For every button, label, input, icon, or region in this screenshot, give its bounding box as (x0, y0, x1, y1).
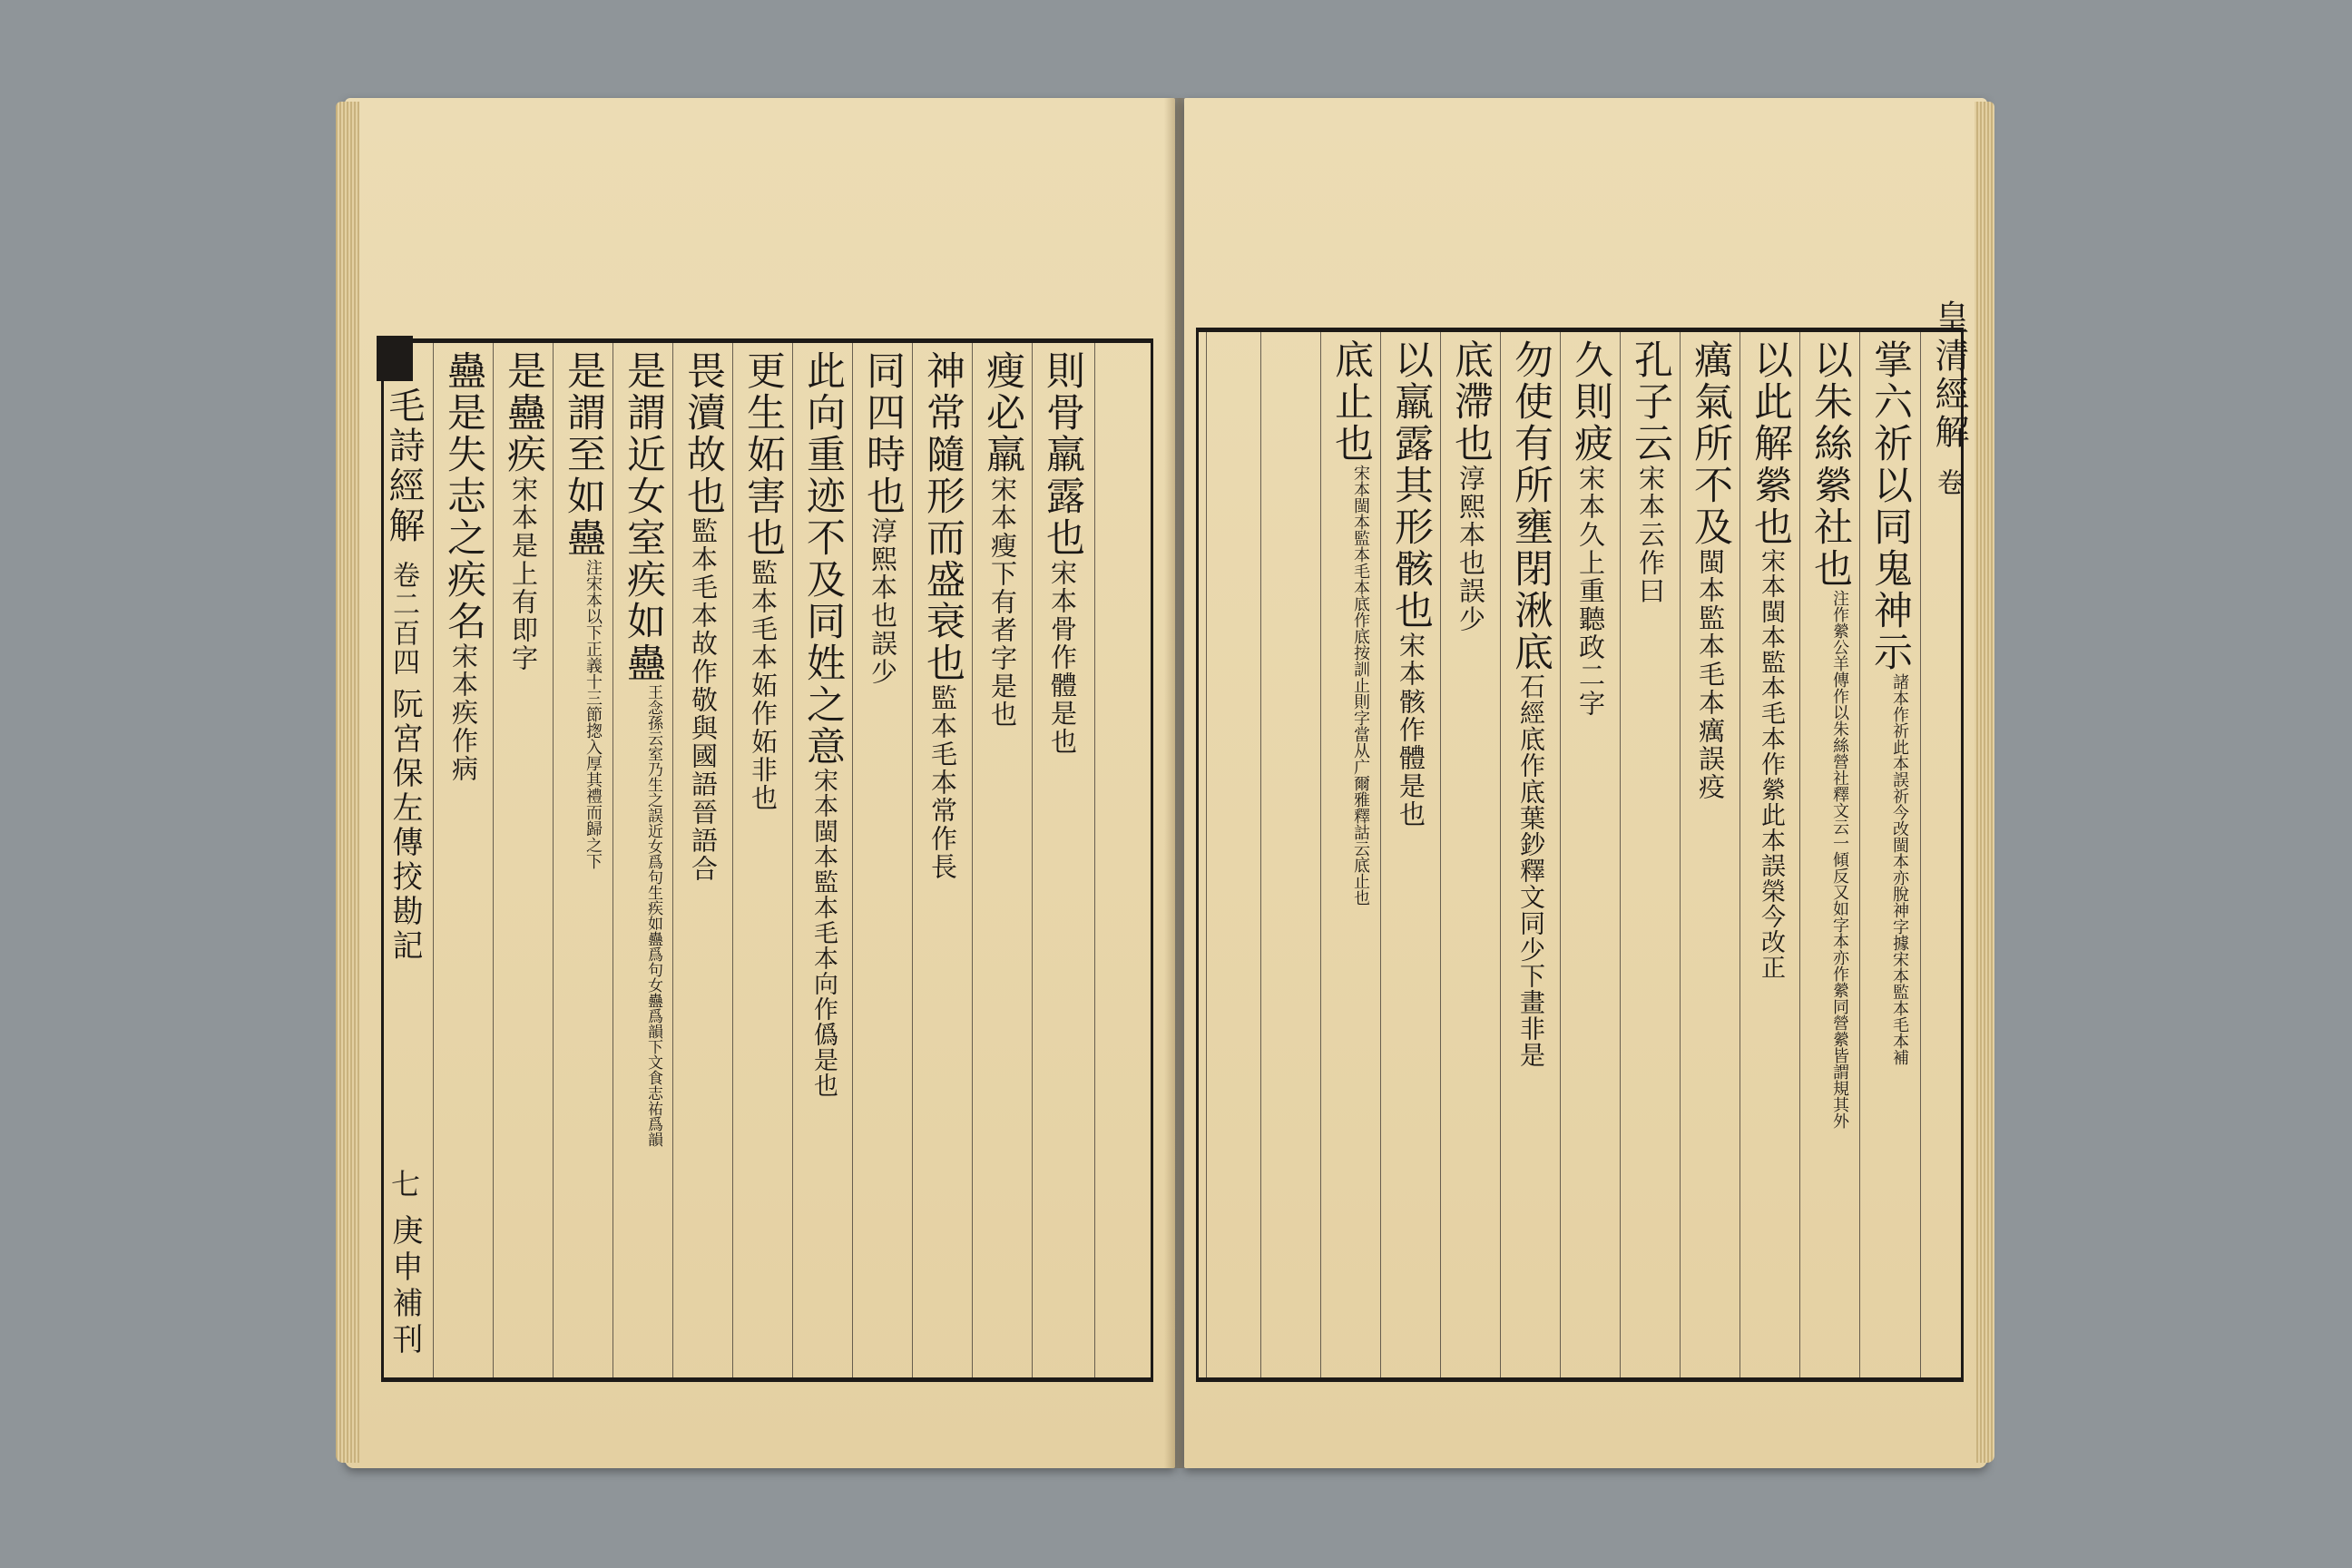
main-text: 是謂至如蠱 (561, 350, 606, 559)
main-text: 瘦必羸 (980, 350, 1025, 475)
right-column-5 (1628, 339, 1673, 605)
recut-mark: 庚申補刊 (387, 1214, 423, 1359)
note-text: 閩本監本毛本癘誤疫 (1695, 548, 1726, 801)
note-text: 注作縈公羊傳作以朱絲營社釋文云一傾反又如字本亦作縈同營縈皆謂規其外 (1830, 590, 1849, 1129)
main-text: 底滯也 (1448, 339, 1494, 465)
main-text: 蠱是失志之疾名 (441, 350, 486, 642)
left-text-frame (381, 338, 1153, 1382)
main-text: 底止也 (1328, 339, 1374, 465)
note-text: 宋本疾作病 (448, 642, 479, 783)
note-text: 王念孫云室乃生之誤近女爲句生疾如蠱爲句女蠱爲韻下文食志祐爲韻 (644, 684, 662, 1147)
left-column-6 (740, 350, 786, 812)
right-column-1 (1867, 339, 1913, 1308)
main-text: 勿使有所壅閉湫底 (1508, 339, 1553, 673)
right-column-9 (1388, 339, 1434, 828)
note-text: 宋本云作曰 (1635, 465, 1666, 605)
page-edge (1975, 102, 1994, 1463)
note-text: 宋本骨作體是也 (1047, 559, 1078, 756)
left-column-5 (800, 350, 846, 1098)
main-text: 更生妬害也 (740, 350, 786, 559)
right-column-2 (1808, 339, 1853, 1279)
main-text: 久則疲 (1568, 339, 1613, 465)
page-number: 七 (387, 1169, 421, 1198)
note-text: 宋本是上有即字 (508, 475, 539, 672)
collation-title: 阮宮保左傳挍勘記 (387, 688, 423, 964)
right-column-4 (1688, 339, 1733, 801)
left-column-2 (980, 350, 1025, 729)
book-title: 皇清經解 (1929, 299, 1969, 452)
note-text: 淳熙本也誤少 (1455, 465, 1486, 633)
main-text: 神常隨形而盛衰也 (920, 350, 965, 684)
left-column-3 (920, 350, 965, 881)
left-column-11 (441, 350, 486, 783)
open-book (345, 98, 1987, 1468)
main-text: 以朱絲縈社也 (1808, 339, 1853, 590)
juan-number: 卷二百四 (387, 561, 419, 677)
main-text: 以羸露其形骸也 (1388, 339, 1434, 632)
left-page (345, 98, 1175, 1468)
left-column-1 (1040, 350, 1085, 756)
main-text: 孔子云 (1628, 339, 1673, 465)
right-column-10 (1328, 339, 1374, 973)
left-column-9 (561, 350, 606, 1249)
left-column-10 (501, 350, 546, 672)
left-column-4 (860, 350, 906, 686)
note-text: 監本毛本故作敬與國語晉語合 (688, 517, 719, 883)
main-text: 此向重迹不及同姓之意 (800, 350, 846, 768)
note-text: 宋本閩本監本毛本底作底按訓止則字當从广爾雅釋詁云底止也 (1351, 465, 1370, 906)
main-text: 同四時也 (860, 350, 906, 517)
left-column-7 (681, 350, 726, 883)
main-text: 是謂近女室疾如蠱 (621, 350, 666, 684)
main-text: 則骨羸露也 (1040, 350, 1085, 559)
right-text-frame (1196, 299, 1969, 1382)
right-page (1184, 98, 1987, 1468)
right-column-7 (1508, 339, 1553, 1068)
note-text: 監本毛本常作長 (927, 684, 958, 881)
left-column-8 (621, 350, 666, 1174)
note-text: 諸本作祈此本誤祈今改閩本亦脫神字據宋本監本毛本補 (1890, 673, 1909, 1065)
right-column-8 (1448, 339, 1494, 633)
main-text: 以此解縈也 (1748, 339, 1793, 548)
main-text: 畏瀆故也 (681, 350, 726, 517)
main-text: 癘氣所不及 (1688, 339, 1733, 548)
note-text: 石經底作底葉鈔釋文同少下畫非是 (1516, 673, 1546, 1068)
note-text: 宋本閩本監本毛本向作僞是也 (809, 768, 838, 1098)
note-text: 宋本瘦下有者字是也 (987, 475, 1018, 729)
page-edge (336, 102, 359, 1463)
right-column-3 (1748, 339, 1793, 980)
right-column-6 (1568, 339, 1613, 718)
note-text: 監本毛本妬作妬非也 (748, 559, 779, 812)
note-text: 宋本閩本監本毛本作縈此本誤榮今改正 (1757, 548, 1785, 980)
note-text: 注宋本以下正義十三節揔入厚其禮而歸之下 (583, 559, 603, 869)
main-text: 掌六祈以同鬼神示 (1867, 339, 1913, 673)
note-text: 宋本久上重聽政二字 (1575, 465, 1606, 718)
note-text: 淳熙本也誤少 (867, 517, 898, 686)
main-text: 是蠱疾 (501, 350, 546, 475)
book-title: 毛詩經解 (383, 387, 425, 546)
note-text: 宋本骸作體是也 (1396, 632, 1426, 828)
juan-number: 卷 (1932, 468, 1964, 495)
